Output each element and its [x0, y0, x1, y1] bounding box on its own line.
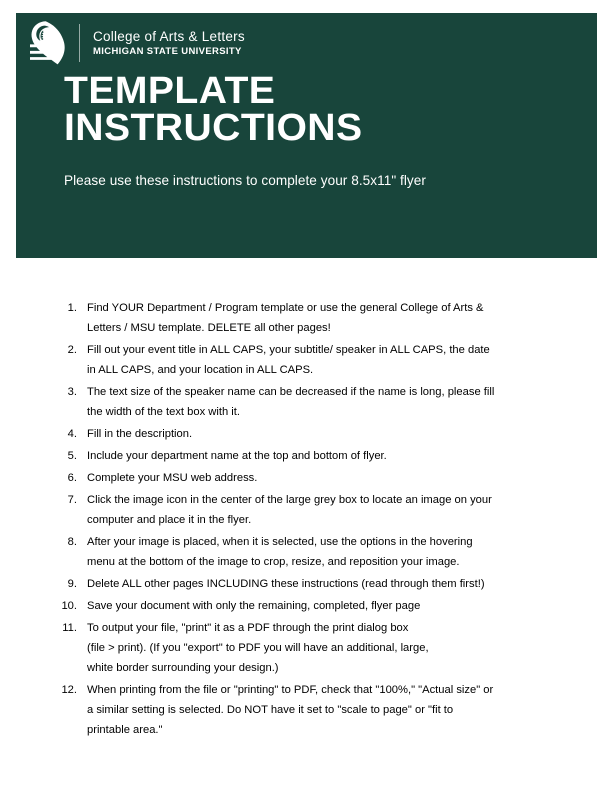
- list-item-text-line: a similar setting is selected. Do NOT have it set to "scale to page" or "fit to: [87, 704, 454, 716]
- list-item-text-line: printable area.": [87, 724, 163, 736]
- page-subtitle: Please use these instructions to complete your 8.5x11" flyer: [64, 173, 426, 188]
- list-item-text-line: the width of the text box with it.: [87, 406, 240, 418]
- list-item-text-line: Letters / MSU template. DELETE all other pages!: [87, 322, 331, 334]
- list-item: [0, 680, 612, 740]
- list-item-text-line: (file > print). (If you "export" to PDF you will have an additional, large,: [87, 642, 429, 654]
- list-item-number: 9.: [67, 578, 77, 590]
- page-title-line-1: TEMPLATE: [64, 70, 276, 112]
- list-item-number: 2.: [67, 344, 77, 356]
- list-item-text: [79, 424, 612, 444]
- list-item-text: [79, 468, 612, 488]
- list-item-text-line: white border surrounding your design.): [87, 662, 279, 674]
- list-item-number: 11.: [62, 622, 77, 634]
- list-item-text: [79, 446, 612, 466]
- list-item: [0, 618, 612, 678]
- list-item: [0, 490, 612, 530]
- header-banner: [16, 13, 597, 258]
- list-item-text: [79, 490, 612, 530]
- list-item: [0, 574, 612, 594]
- msu-college-logo-lockup: [28, 18, 245, 68]
- logo-divider: [79, 24, 80, 62]
- list-item: [0, 446, 612, 466]
- list-item-text: [79, 618, 612, 678]
- list-item-text: [79, 574, 612, 594]
- list-item: [0, 596, 612, 616]
- list-item-text: [79, 680, 612, 740]
- logo-wordmark: [93, 30, 245, 56]
- logo-college-name: College of Arts & Letters: [93, 29, 245, 45]
- instruction-list: [0, 298, 612, 742]
- list-item-number: 10.: [61, 600, 77, 612]
- list-item-text-line: Find YOUR Department / Program template or use the general College of Arts &: [87, 302, 484, 314]
- list-item-number: 1.: [67, 302, 77, 314]
- list-item-text: [79, 532, 612, 572]
- list-item-text-line: Fill in the description.: [87, 428, 193, 440]
- list-item-text-line: After your image is placed, when it is selected, use the options in the hovering: [87, 536, 473, 548]
- list-item: [0, 298, 612, 338]
- list-item-text-line: Include your department name at the top and bottom of flyer.: [87, 450, 387, 462]
- list-item-number: 6.: [67, 472, 77, 484]
- list-item-text: [79, 596, 612, 616]
- list-item-text: [79, 382, 612, 422]
- list-item-number: 3.: [67, 386, 77, 398]
- page-title-line-2: INSTRUCTIONS: [64, 107, 363, 149]
- list-item: [0, 340, 612, 380]
- list-item-text-line: Delete ALL other pages INCLUDING these instructions (read through them first!): [87, 578, 485, 590]
- list-item-text-line: menu at the bottom of the image to crop, resize, and reposition your image.: [87, 556, 460, 568]
- list-item-text: [79, 340, 612, 380]
- list-item-text-line: When printing from the file or "printing" to PDF, check that "100%," "Actual size" or: [87, 684, 494, 696]
- list-item-number: 5.: [67, 450, 77, 462]
- list-item-text-line: Complete your MSU web address.: [87, 472, 258, 484]
- list-item: [0, 424, 612, 444]
- list-item-text-line: Save your document with only the remaining, completed, flyer page: [87, 600, 421, 612]
- list-item: [0, 532, 612, 572]
- list-item-number: 7.: [67, 494, 77, 506]
- page-title: [64, 70, 584, 149]
- list-item-text-line: The text size of the speaker name can be decreased if the name is long, please fill: [87, 386, 495, 398]
- list-item-number: 12.: [61, 684, 77, 696]
- logo-university-name: MICHIGAN STATE UNIVERSITY: [93, 45, 242, 56]
- list-item: [0, 468, 612, 488]
- list-item-text-line: Fill out your event title in ALL CAPS, your subtitle/ speaker in ALL CAPS, the date: [87, 344, 490, 356]
- list-item-text-line: computer and place it in the flyer.: [87, 514, 252, 526]
- list-item-text: [79, 298, 612, 338]
- list-item: [0, 382, 612, 422]
- list-item-text-line: in ALL CAPS, and your location in ALL CAPS.: [87, 364, 314, 376]
- spartan-helmet-icon: [28, 20, 66, 66]
- list-item-number: 4.: [67, 428, 77, 440]
- list-item-number: 8.: [67, 536, 77, 548]
- list-item-text-line: Click the image icon in the center of the large grey box to locate an image on your: [87, 494, 492, 506]
- list-item-text-line: To output your file, "print" it as a PDF through the print dialog box: [87, 622, 409, 634]
